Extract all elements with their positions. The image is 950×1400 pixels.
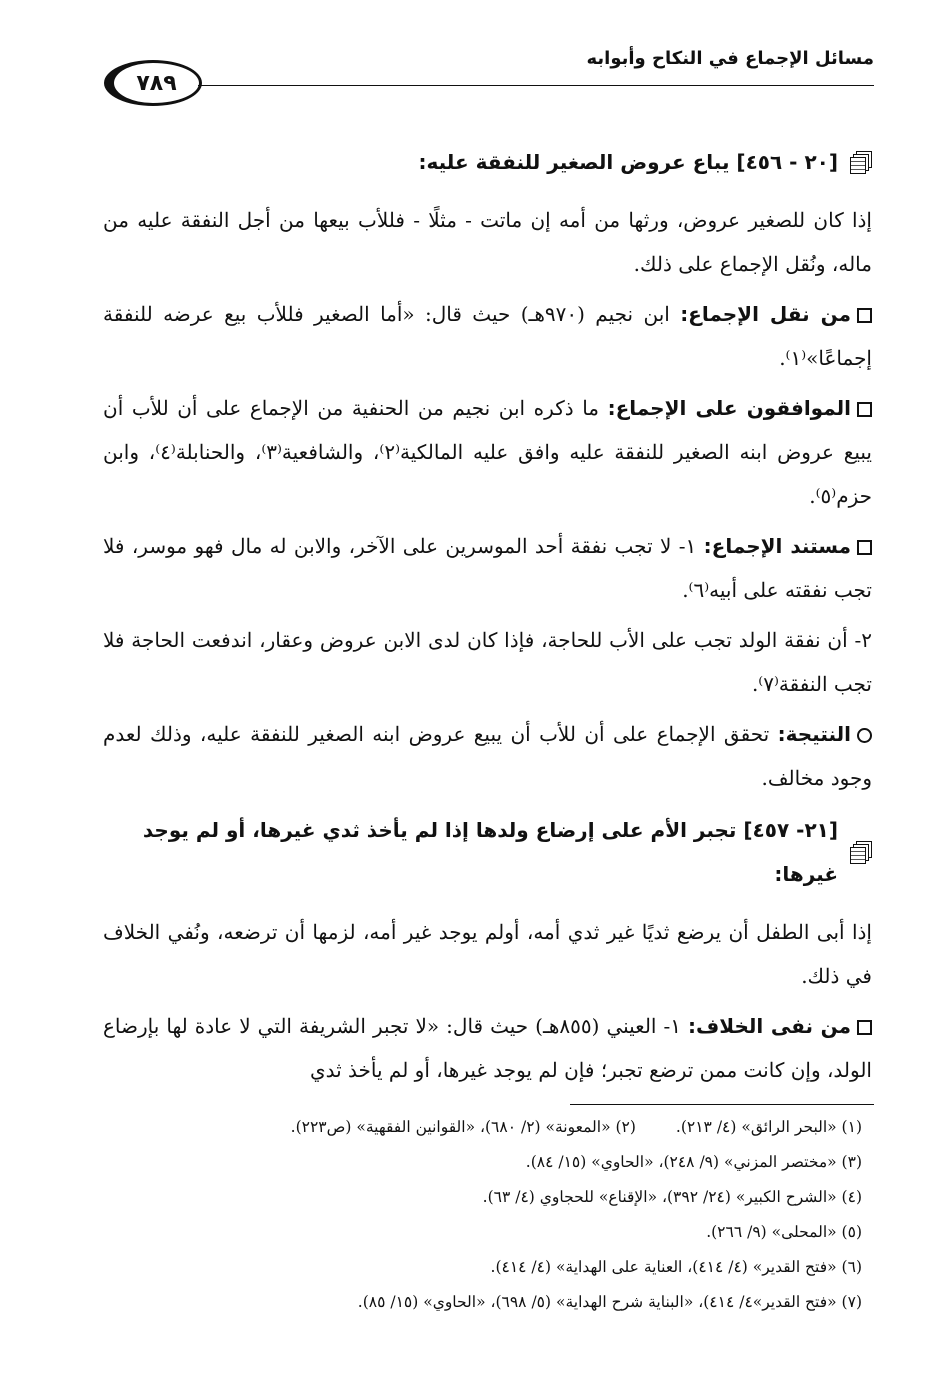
footnote-rule	[570, 1104, 874, 1105]
paragraph-text: تحقق الإجماع على أن للأب أن يبيع عروض ابنه الصغير للنفقة عليه، وذلك لعدم وجود مخالف.	[103, 722, 872, 790]
footnotes	[103, 1118, 862, 1328]
footnote: (١) «البحر الرائق» (٤/ ٢١٣).	[675, 1118, 862, 1136]
paragraph-transmitters	[103, 292, 872, 380]
paragraph-text: ١- لا تجب نفقة أحد الموسرين على الآخر، والابن له مال فهو موسر، فلا تجب نفقته على أبيه⁽٦⁾.	[103, 534, 872, 602]
paragraph-result	[103, 712, 872, 800]
footnote-line: (٥) «المحلى» (٩/ ٢٦٦).	[706, 1223, 862, 1241]
section-heading-text: [٢١- ٤٥٧] تجبر الأم على إرضاع ولدها إذا لم يأخذ ثدي غيرها، أو لم يوجد غيرها:	[142, 818, 838, 886]
paragraph-text: ما ذكره ابن نجيم من الحنفية من الإجماع على أن للأب أن يبيع عروض ابنه الصغير للنفقة عليه وافق عليه المالكية⁽٢⁾، والشافعية⁽٣⁾، والحنابلة⁽٤⁾، وابن حزم⁽٥⁾.	[103, 396, 872, 508]
hollow-square-icon	[857, 1020, 872, 1035]
footnote: (٢) «المعونة» (٢/ ٦٨٠)، «القوانين الفقهية» (ص٢٢٣).	[290, 1118, 636, 1136]
section-intro: إذا أبى الطفل أن يرضع ثديًا غير ثدي أمه، أولم يوجد غير أمه، لزمها أن ترضعه، ونُفي الخلاف في ذلك.	[103, 920, 872, 988]
main-content	[103, 140, 872, 1098]
paragraph-label: من نقل الإجماع:	[680, 302, 851, 326]
footnote-line	[103, 1118, 862, 1137]
paragraph-basis-2: ٢- أن نفقة الولد تجب على الأب للحاجة، فإذا كان لدى الابن عروض وعقار، اندفعت الحاجة فلا تجب النفقة⁽٧⁾.	[103, 628, 872, 696]
section-intro: إذا كان للصغير عروض، ورثها من أمه إن ماتت - مثلًا - فللأب بيعها من أجل النفقة عليه من ماله، ونُقل الإجماع على ذلك.	[103, 208, 872, 276]
stacked-documents-icon	[850, 841, 872, 863]
stacked-documents-icon	[850, 151, 872, 173]
running-title: مسائل الإجماع في النكاح وأبوابه	[586, 48, 874, 69]
paragraph-negators	[103, 1004, 872, 1092]
paragraph-label: من نفى الخلاف:	[688, 1014, 852, 1038]
paragraph-label: مستند الإجماع:	[703, 534, 851, 558]
footnote-line: (٣) «مختصر المزني» (٩/ ٢٤٨)، «الحاوي» (١٥/ ٨٤).	[525, 1153, 862, 1171]
page-number: ٧٨٩	[104, 60, 202, 106]
paragraph-label: النتيجة:	[777, 722, 852, 746]
hollow-circle-icon	[857, 728, 872, 743]
footnote-line: (٦) «فتح القدير» (٤/ ٤١٤)، العناية على الهداية» (٤/ ٤١٤).	[490, 1258, 862, 1276]
section-heading-text: [٢٠ - ٤٥٦] يباع عروض الصغير للنفقة عليه:	[418, 150, 838, 174]
section-heading-456	[103, 140, 872, 184]
paragraph-label: الموافقون على الإجماع:	[607, 396, 851, 420]
paragraph-agreeing	[103, 386, 872, 518]
paragraph-basis	[103, 524, 872, 612]
hollow-square-icon	[857, 308, 872, 323]
paragraph-text: ١- العيني (٨٥٥هـ) حيث قال: «لا تجبر الشريفة التي لا عادة لها بإرضاع الولد، وإن كانت ممن ترضع تجبر؛ فإن لم يوجد غيرها، أو لم يأخذ ثدي	[103, 1014, 872, 1082]
hollow-square-icon	[857, 402, 872, 417]
footnote-line: (٤) «الشرح الكبير» (٢٤/ ٣٩٢)، «الإقناع» للحجاوي (٤/ ٦٣).	[482, 1188, 862, 1206]
header-rule	[198, 85, 874, 86]
paragraph-text: ابن نجيم (٩٧٠هـ) حيث قال: «أما الصغير فللأب بيع عرضه للنفقة إجماعًا»⁽١⁾.	[103, 302, 872, 370]
section-heading-457	[103, 808, 872, 896]
hollow-square-icon	[857, 540, 872, 555]
footnote-line: (٧) «فتح القدير»٤/ ٤١٤)، «البناية شرح الهداية» (٥/ ٦٩٨)، «الحاوي» (١٥/ ٨٥).	[357, 1293, 862, 1311]
